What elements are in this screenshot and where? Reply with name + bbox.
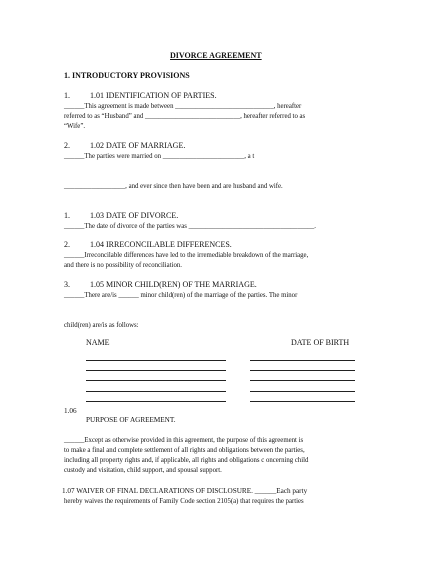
paragraph-line: referred to as “Husband” and ____________________________, hereafter referred to as [64,113,306,120]
heading-minor-children: 1.05 MINOR CHILD(REN) OF THE MARRIAGE. [90,280,257,289]
item-number: 3. [64,280,70,289]
item-number: 1.06 [64,407,77,415]
item-number: 2. [64,240,70,249]
document-title: DIVORCE AGREEMENT [170,51,262,60]
child-dob-blank [250,391,355,392]
child-dob-blank [250,401,355,402]
paragraph-line: ______The parties were married on ________________________, a t [64,153,255,160]
paragraph-line: child(ren) are/is as follows: [64,322,139,329]
heading-date-of-divorce: 1.03 DATE OF DIVORCE. [90,211,179,220]
child-name-blank [86,391,226,392]
child-name-blank [86,370,226,371]
paragraph-line: to make a final and complete settlement of all rights and obligations between the parties, [64,447,305,454]
child-name-blank [86,360,226,361]
heading-waiver-of-disclosure: 1.07 WAIVER OF FINAL DECLARATIONS OF DISCLOSURE. ______Each party [62,487,308,495]
heading-identification-of-parties: 1.01 IDENTIFICATION OF PARTIES. [90,91,217,100]
item-number: 2. [64,141,70,150]
column-header-date-of-birth: DATE OF BIRTH [291,338,350,347]
paragraph-line: __________________, and ever since then have been and are husband and wife. [64,183,283,190]
paragraph-line: hereby waives the requirements of Family Code section 2105(a) that requires the parties [64,498,304,505]
child-name-blank [86,380,226,381]
child-dob-blank [250,360,355,361]
paragraph-line: ______The date of divorce of the parties was _____________________________________. [64,223,317,230]
heading-irreconcilable-differences: 1.04 IRRECONCILABLE DIFFERENCES. [90,240,232,249]
paragraph-line: custody and visitation, child support, and spousal support. [64,467,222,474]
paragraph-line: “Wife”. [64,123,86,130]
paragraph-line: ______Except as otherwise provided in this agreement, the purpose of this agreement is [64,437,304,444]
heading-date-of-marriage: 1.02 DATE OF MARRIAGE. [90,141,186,150]
column-header-name: NAME [86,338,110,347]
item-number: 1. [64,211,70,220]
paragraph-line: ______Irreconcilable differences have led to the irremediable breakdown of the marriage, [64,252,309,259]
item-number: 1. [64,91,70,100]
paragraph-line: including all property rights and, if applicable, all rights and obligations c oncerning child [64,457,309,464]
paragraph-line: ______This agreement is made between _____________________________, hereafter [64,103,302,110]
child-dob-blank [250,380,355,381]
section-heading-introductory-provisions: 1. INTRODUCTORY PROVISIONS [64,71,190,80]
paragraph-line: and there is no possibility of reconciliation. [64,262,182,269]
heading-purpose-of-agreement: PURPOSE OF AGREEMENT. [86,416,176,424]
paragraph-line: ______There are/is ______ minor child(ren) of the marriage of the parties. The minor [64,292,298,299]
child-name-blank [86,401,226,402]
child-dob-blank [250,370,355,371]
